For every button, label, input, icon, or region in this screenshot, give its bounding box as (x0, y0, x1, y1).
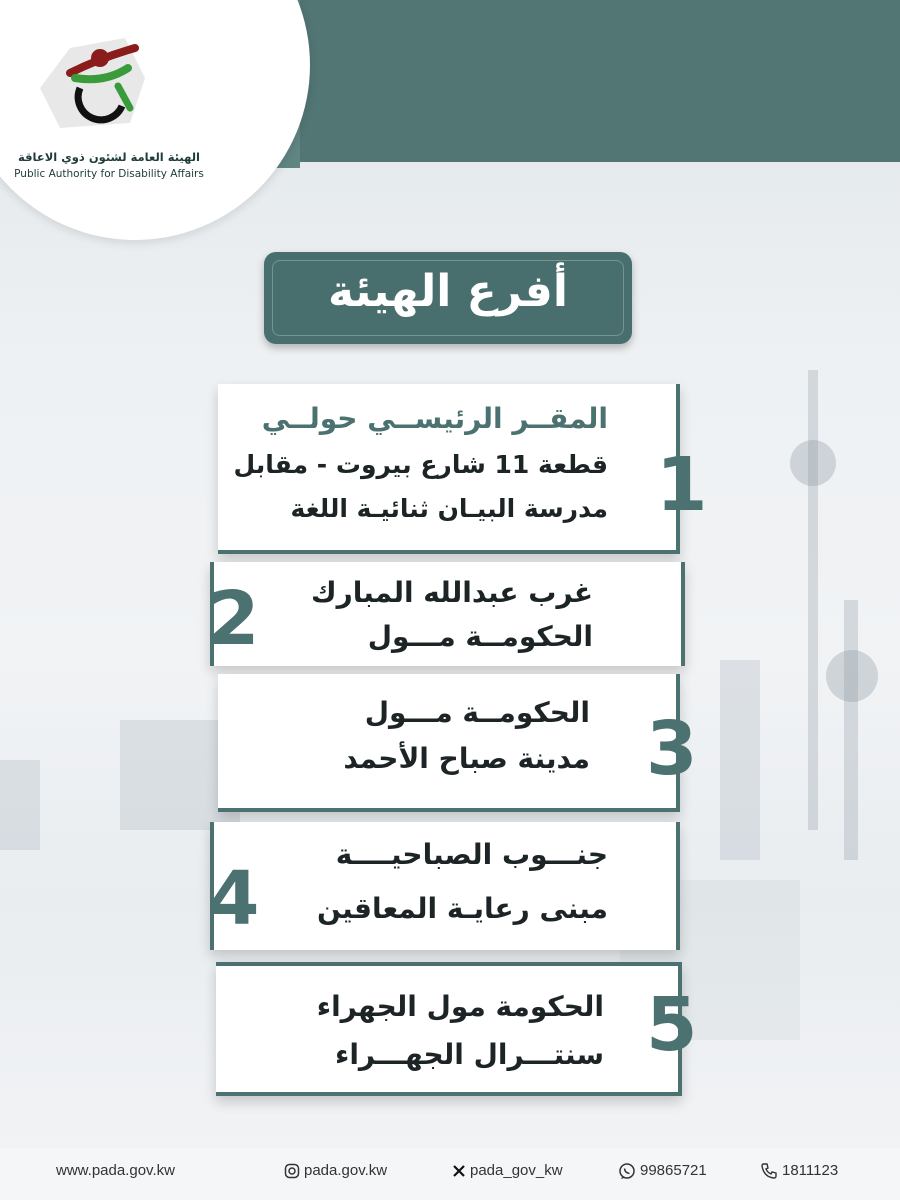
branch-card-1 (218, 384, 680, 554)
branch-2-number: 2 (208, 576, 260, 662)
branch-card-5 (216, 962, 682, 1096)
branch-1-line-3: مدرسة البيـان ثنائيـة اللغة (290, 494, 608, 523)
branch-2-line-2: الحكومــة مـــول (367, 620, 593, 653)
website-link[interactable]: www.pada.gov.kw (56, 1162, 175, 1179)
branch-3-line-1: الحكومــة مـــول (364, 696, 590, 729)
branch-3-number: 3 (646, 706, 698, 792)
title-box (264, 252, 632, 344)
whatsapp-number: 99865721 (640, 1162, 707, 1179)
branch-card-4 (210, 822, 680, 950)
instagram-link[interactable] (284, 1162, 387, 1179)
whatsapp-icon (618, 1162, 636, 1180)
phone-icon (760, 1162, 778, 1180)
branch-5-number: 5 (646, 982, 698, 1068)
branch-2-line-1: غرب عبدالله المبارك (310, 576, 593, 609)
x-icon (452, 1164, 466, 1178)
branch-1-line-1: المقــر الرئيســي حولــي (261, 402, 608, 435)
branch-4-number: 4 (208, 856, 260, 942)
whatsapp-link[interactable] (618, 1162, 707, 1180)
org-name-english: Public Authority for Disability Affairs (14, 168, 204, 180)
instagram-handle: pada.gov.kw (304, 1162, 388, 1179)
instagram-icon (284, 1163, 300, 1179)
page-title: أفرع الهيئة (328, 266, 568, 317)
org-name-arabic: الهيئة العامة لشئون ذوي الاعاقة (18, 150, 200, 164)
branch-5-line-1: الحكومة مول الجهراء (316, 990, 604, 1023)
branch-4-line-2: مبنى رعايـة المعاقين (316, 892, 608, 925)
phone-link[interactable] (760, 1162, 838, 1180)
x-link[interactable] (452, 1162, 563, 1179)
branch-1-line-2: قطعة 11 شارع بيروت - مقابل (233, 450, 608, 479)
x-handle: pada_gov_kw (470, 1162, 563, 1179)
branch-5-line-2: سنتـــرال الجهـــراء (335, 1038, 604, 1071)
branch-card-2 (210, 562, 685, 666)
logo-emblem-icon (30, 28, 170, 138)
branch-3-line-2: مدينة صباح الأحمد (343, 742, 590, 775)
branch-1-number: 1 (656, 442, 708, 528)
phone-number: 1811123 (782, 1162, 839, 1179)
branch-4-line-1: جنـــوب الصباحيــــة (335, 838, 608, 871)
branch-card-3 (218, 674, 680, 812)
